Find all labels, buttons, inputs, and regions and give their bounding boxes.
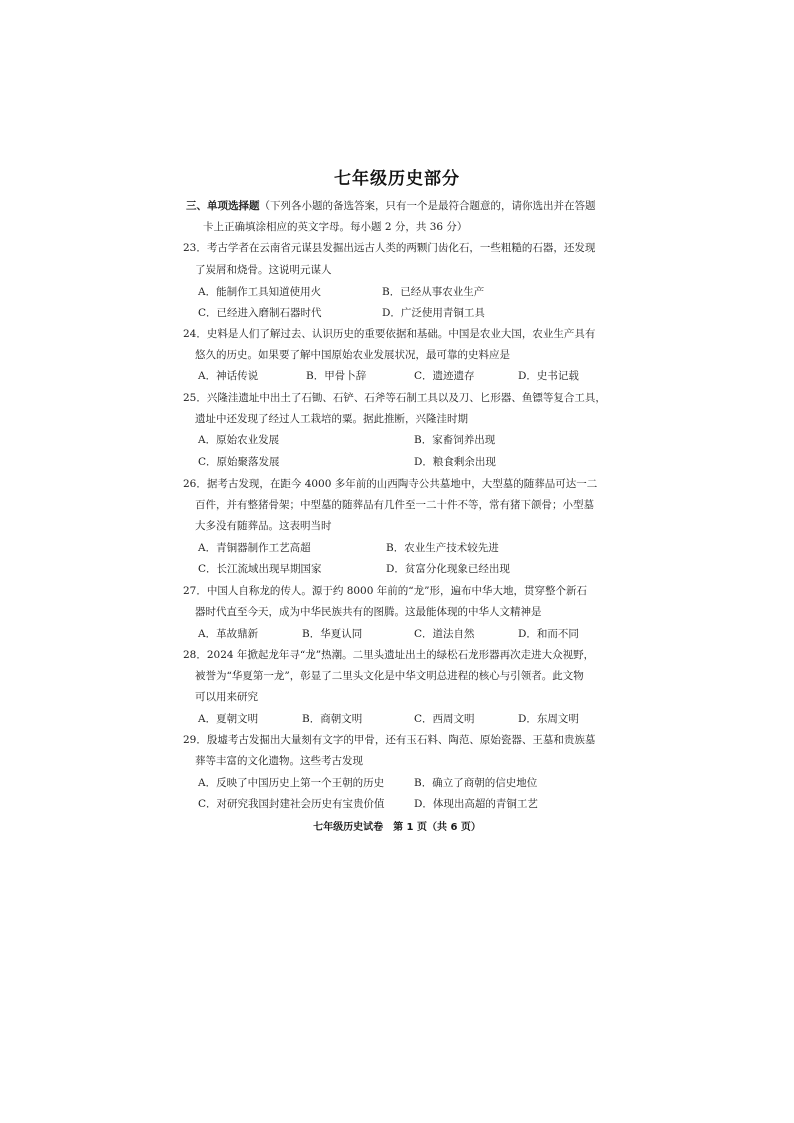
page-footer: 七年级历史试卷 第 1 页（共 6 页） [313,822,481,833]
question-26-option-b: B．农业生产技术较先进 [386,542,499,554]
question-28-option-d: D．东周文明 [518,713,579,725]
section-heading-line [186,199,596,213]
question-27-option-d: D．和而不同 [518,628,579,640]
question-26-option-a: A．青铜器制作工艺高超 [198,542,311,554]
question-29-option-c: C．对研究我国封建社会历史有宝贵价值 [198,798,385,810]
question-24-option-d: D．史书记载 [518,370,579,382]
question-24-option-b: B．甲骨卜辞 [306,370,367,382]
question-27-line-1: 27．中国人自称龙的传人。源于约 8000 年前的“龙”形，遍布中华大地，贯穿整个新石 [183,585,587,597]
question-23-line-1: 23．考古学者在云南省元谋县发掘出远古人类的两颗门齿化石，一些粗糙的石器，还发现 [183,242,596,254]
question-26-line-2: 百件，并有整猪骨架；中型墓的随葬品有几件至一二十件不等，常有猪下颌骨；小型墓 [195,499,594,511]
question-24-option-a: A．神话传说 [198,370,259,382]
question-26-option-d: D．贫富分化现象已经出现 [386,563,510,575]
question-24-line-1: 24．史料是人们了解过去、认识历史的重要依据和基础。中国是农业大国，农业生产具有 [183,328,596,340]
question-28-line-3: 可以用来研究 [195,691,258,703]
question-25-option-c: C．原始聚落发展 [198,456,280,468]
question-24-line-2: 悠久的历史。如果要了解中国原始农业发展状况，最可靠的史料应是 [195,349,510,361]
question-25-option-d: D．粮食剩余出现 [414,456,496,468]
question-23-line-2: 了炭屑和烧骨。这说明元谋人 [195,264,332,276]
question-23-option-a: A．能制作工具知道使用火 [198,286,322,298]
question-25-option-b: B．家畜饲养出现 [414,434,496,446]
section-instructions-1: （下列各小题的备选答案，只有一个是最符合题意的，请你选出并在答题 [259,200,596,212]
question-29-option-d: D．体现出高超的青铜工艺 [414,798,538,810]
question-26-line-1: 26．据考古发现，在距今 4000 多年前的山西陶寺公共墓地中，大型墓的随葬品可达一二 [183,478,598,490]
question-28-option-b: B．商朝文明 [302,713,363,725]
question-28-option-c: C．西周文明 [414,713,475,725]
question-29-line-2: 葬等丰富的文化遗物。这些考古发现 [195,755,363,767]
question-29-option-b: B．确立了商朝的信史地位 [414,777,538,789]
question-23-option-b: B．已经从事农业生产 [382,286,485,298]
question-26-option-c: C．长江流域出现早期国家 [198,563,322,575]
question-25-option-a: A．原始农业发展 [198,434,280,446]
question-28-option-a: A．夏朝文明 [198,713,259,725]
question-28-line-2: 被誉为“华夏第一龙”，彰显了二里头文化是中华文明总进程的核心与引领者。此文物 [195,670,584,682]
page-title: 七年级历史部分 [334,169,460,189]
question-26-line-3: 大多没有随葬品。这表明当时 [195,520,332,532]
question-23-option-d: D．广泛使用青铜工具 [382,307,485,319]
question-27-option-c: C．道法自然 [414,628,475,640]
question-24-option-c: C．遗迹遗存 [414,370,475,382]
section-heading: 三、单项选择题 [186,200,260,212]
question-23-option-c: C．已经进入磨制石器时代 [198,307,322,319]
question-27-option-b: B．华夏认同 [302,628,363,640]
question-27-line-2: 器时代直至今天，成为中华民族共有的图腾。这最能体现的中华人文精神是 [195,606,542,618]
question-25-line-1: 25．兴隆洼遗址中出土了石锄、石铲、石斧等石制工具以及刀、匕形器、鱼镖等复合工具， [183,392,606,404]
question-29-option-a: A．反映了中国历史上第一个王朝的历史 [198,777,385,789]
question-25-line-2: 遗址中还发现了经过人工栽培的粟。据此推断，兴隆洼时期 [195,413,468,425]
section-instructions-2: 卡上正确填涂相应的英文字母。每小题 2 分，共 36 分） [203,221,468,233]
question-27-option-a: A．革故鼎新 [198,628,259,640]
question-28-line-1: 28．2024 年掀起龙年寻“龙”热潮。二里头遗址出土的绿松石龙形器再次走进大众视野， [183,649,595,661]
question-29-line-1: 29．殷墟考古发掘出大量刻有文字的甲骨，还有玉石料、陶范、原始瓷器、王墓和贵族墓 [183,734,596,746]
